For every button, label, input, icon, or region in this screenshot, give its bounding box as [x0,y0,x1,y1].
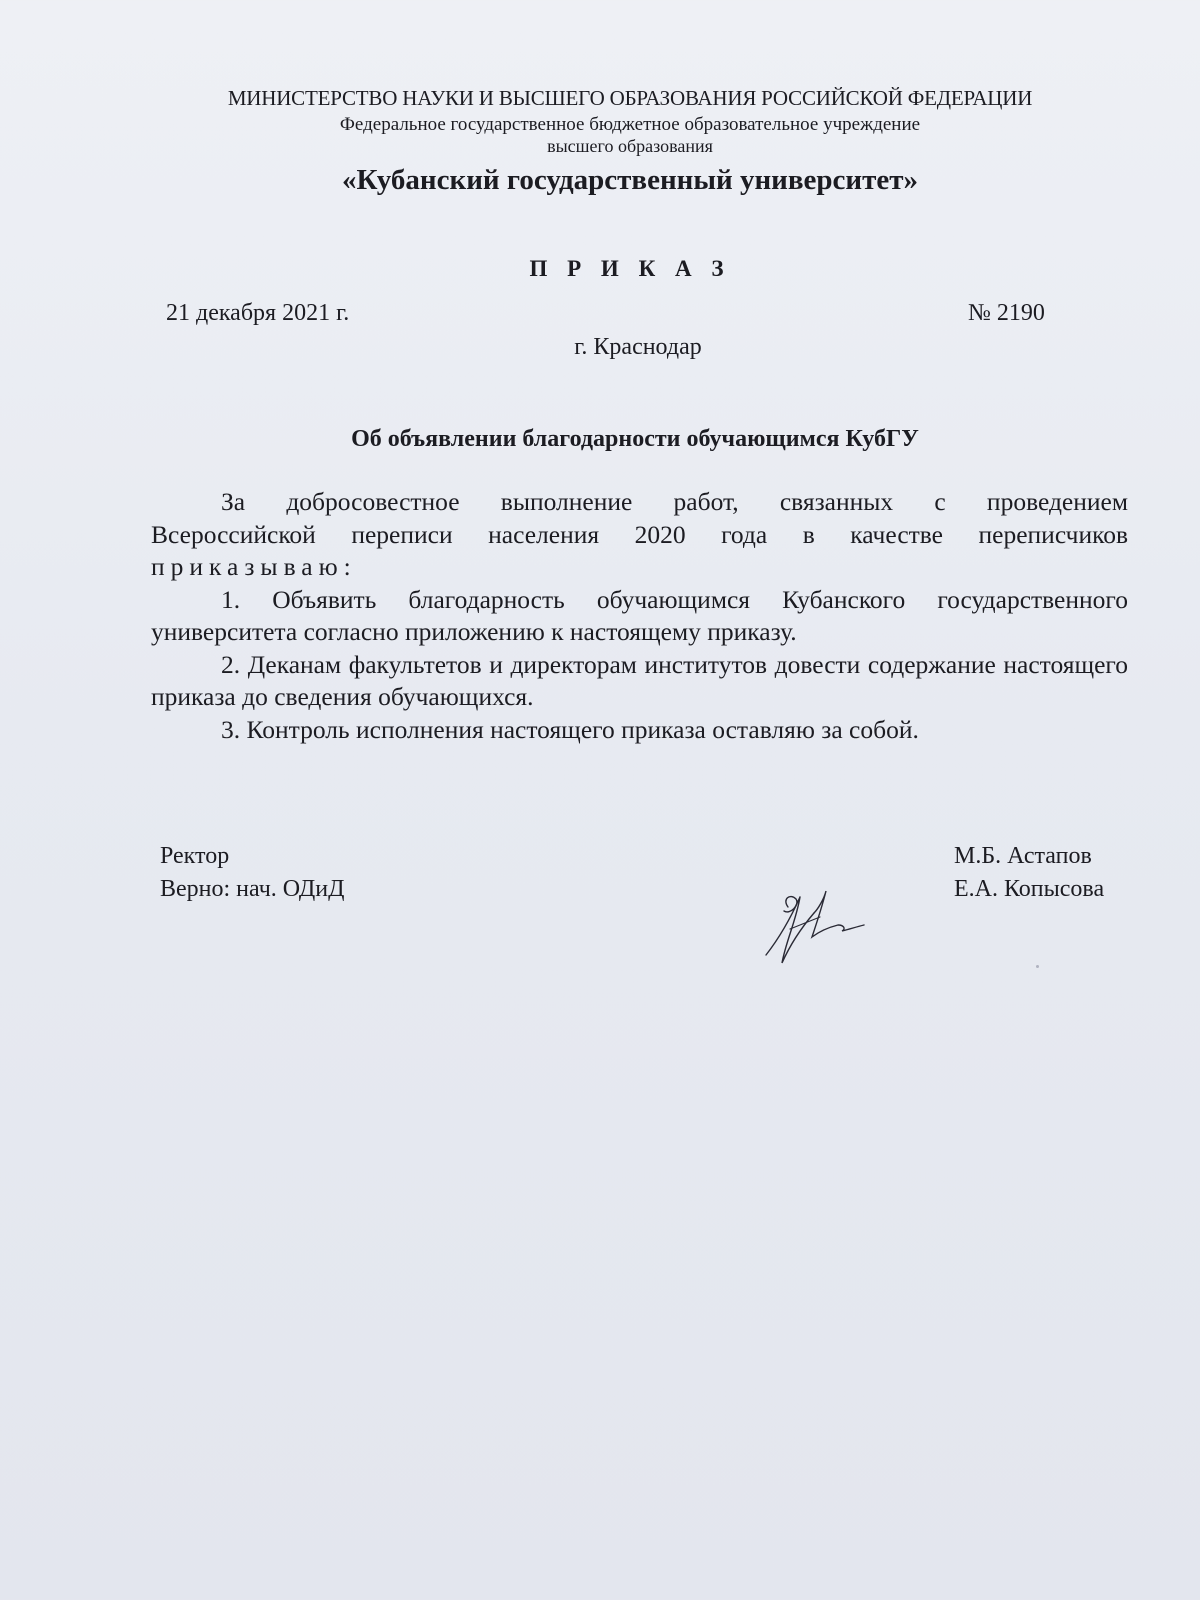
certifier-title: Верно: нач. ОДиД [160,876,345,902]
certifier-name: Е.А. Копысова [954,876,1105,902]
scan-speck [1036,965,1039,968]
order-item-3: 3. Контроль исполнения настоящего приказа оставляю за собой. [221,714,919,744]
order-body [151,486,1128,746]
decree-word: приказываю: [151,552,357,581]
order-city: г. Краснодар [574,334,702,360]
order-date: 21 декабря 2021 г. [166,300,350,326]
institution-level: высшего образования [547,136,713,156]
signer-name: М.Б. Астапов [954,843,1092,869]
document-type-title: П Р И К А З [529,256,731,281]
preamble-line-1: За добросовестное выполнение работ, связанных с проведением [221,487,1128,516]
order-number: № 2190 [968,300,1045,326]
order-subject: Об объявлении благодарности обучающимся КубГУ [351,426,919,452]
order-item-1: 1. Объявить благодарность обучающимся Кубанского государственного университета согласно приложению к настоящему приказу. [151,584,1128,646]
ministry-heading: МИНИСТЕРСТВО НАУКИ И ВЫСШЕГО ОБРАЗОВАНИЯ РОССИЙСКОЙ ФЕДЕРАЦИИ [227,86,1033,110]
university-name: «Кубанский государственный университет» [342,164,918,196]
order-item-2: 2. Деканам факультетов и директорам институтов довести содержание настоящего приказа до сведения обучающихся. [151,649,1128,711]
preamble-line-2: Всероссийской переписи населения 2020 года в качестве переписчиков [151,519,1128,549]
handwritten-signature [760,885,870,975]
institution-type: Федеральное государственное бюджетное образовательное учреждение [339,114,921,135]
signer-title: Ректор [160,843,230,869]
